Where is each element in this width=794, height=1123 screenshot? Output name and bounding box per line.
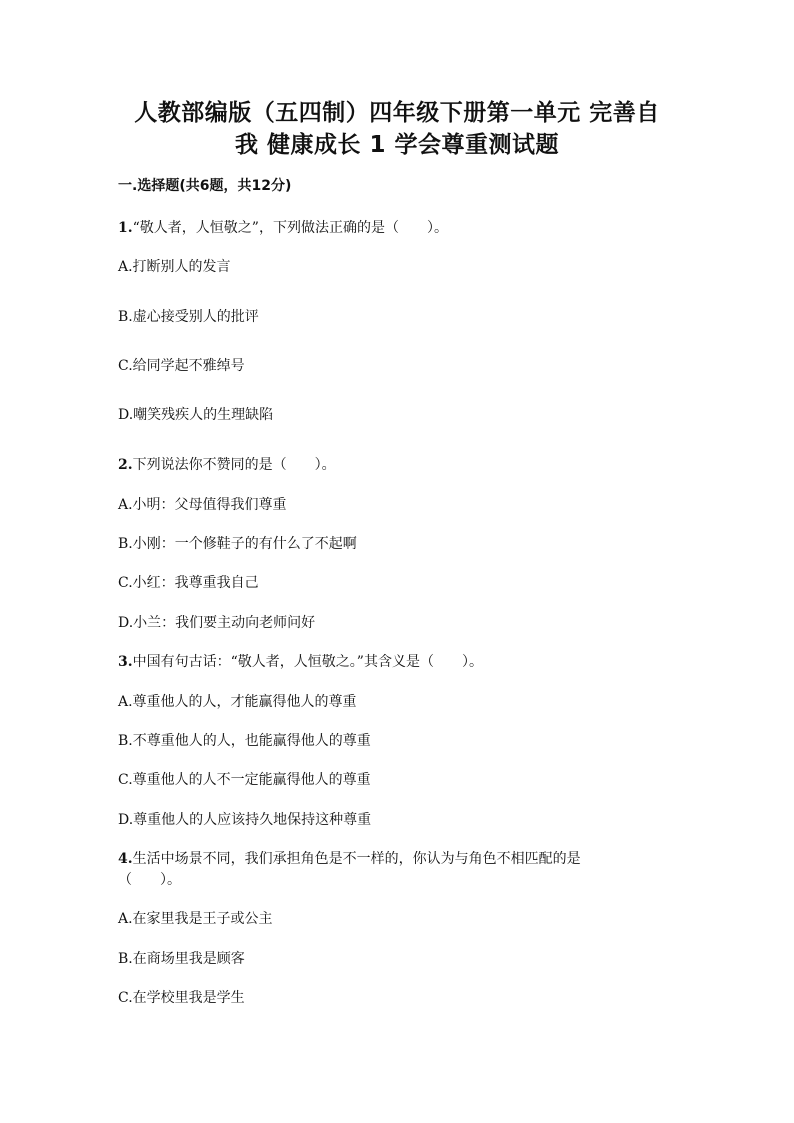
question-4-option-c: C.在学校里我是学生 xyxy=(118,990,245,1006)
section-heading: 一.选择题(共6题，共12分) xyxy=(118,178,292,194)
document-title-line-1: 人教部编版（五四制）四年级下册第一单元 完善自 xyxy=(134,100,660,126)
question-4-stem-continued: （ ）。 xyxy=(118,872,181,888)
question-1-text: “敬人者，人恒敬之”，下列做法正确的是（ ）。 xyxy=(132,220,448,236)
question-4-text: 生活中场景不同，我们承担角色是不一样的，你认为与角色不相匹配的是 xyxy=(132,851,581,867)
question-1-stem xyxy=(118,218,678,238)
question-3-number: 3. xyxy=(118,654,133,670)
question-4-option-a: A.在家里我是王子或公主 xyxy=(118,911,273,927)
question-2-option-b: B.小刚：一个修鞋子的有什么了不起啊 xyxy=(118,536,357,552)
question-4-stem xyxy=(118,849,678,869)
question-3-option-d: D.尊重他人的人应该持久地保持这种尊重 xyxy=(118,812,372,828)
question-3-option-b: B.不尊重他人的人，也能赢得他人的尊重 xyxy=(118,733,371,749)
question-2-stem xyxy=(118,455,678,475)
question-3-option-a: A.尊重他人的人，才能赢得他人的尊重 xyxy=(118,694,357,710)
question-1-option-b: B.虚心接受别人的批评 xyxy=(118,309,259,325)
question-3-option-c: C.尊重他人的人不一定能赢得他人的尊重 xyxy=(118,772,371,788)
question-1-number: 1. xyxy=(118,220,133,236)
question-2-option-a: A.小明：父母值得我们尊重 xyxy=(118,497,287,513)
question-2-option-d: D.小兰：我们要主动向老师问好 xyxy=(118,615,316,631)
document-title-line-2: 我 健康成长 1 学会尊重测试题 xyxy=(234,132,560,158)
question-1-option-d: D.嘲笑残疾人的生理缺陷 xyxy=(118,407,274,423)
question-3-text: 中国有句古话：“敬人者，人恒敬之。”其含义是（ ）。 xyxy=(132,654,483,670)
question-3-stem xyxy=(118,652,678,672)
question-2-option-c: C.小红：我尊重我自己 xyxy=(118,575,259,591)
question-4-option-b: B.在商场里我是顾客 xyxy=(118,951,245,967)
question-1-option-c: C.给同学起不雅绰号 xyxy=(118,358,245,374)
question-2-number: 2. xyxy=(118,457,133,473)
question-1-option-a: A.打断别人的发言 xyxy=(118,259,231,275)
question-4-number: 4. xyxy=(118,851,133,867)
question-2-text: 下列说法你不赞同的是（ ）。 xyxy=(132,457,336,473)
